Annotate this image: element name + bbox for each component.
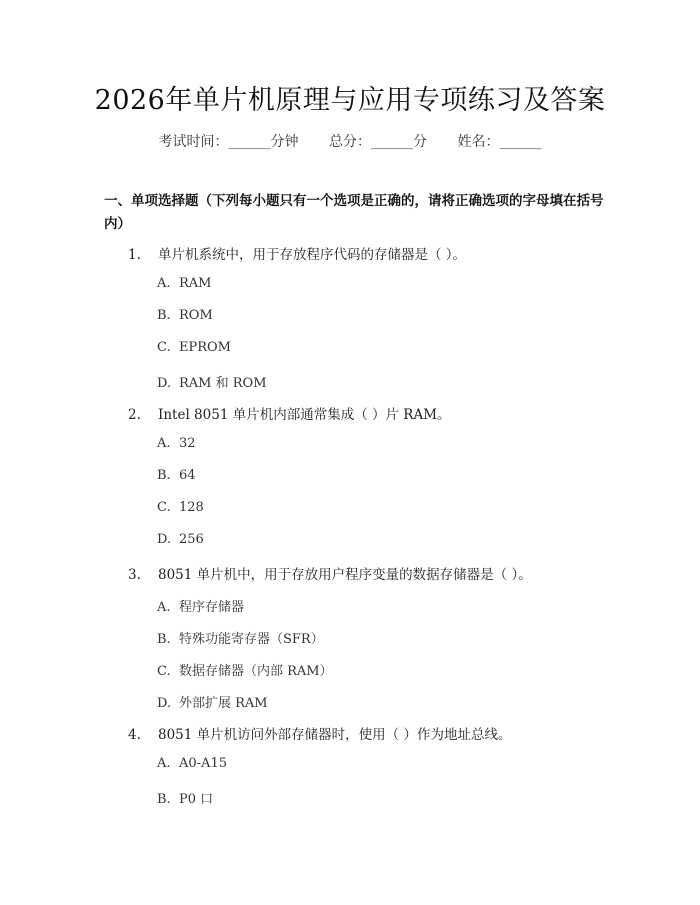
question-2 xyxy=(128,403,451,423)
option-text: 256 xyxy=(179,532,204,547)
question-2-option-d xyxy=(157,532,204,547)
option-label: B. xyxy=(157,792,171,807)
option-label: A. xyxy=(157,756,171,771)
question-3 xyxy=(128,563,532,583)
option-text: A0-A15 xyxy=(179,756,227,771)
exam-score: 总分：______分 xyxy=(329,134,427,150)
option-text: RAM xyxy=(179,276,212,291)
option-text: ROM xyxy=(179,308,213,323)
question-number: 1. xyxy=(128,247,141,263)
exam-name: 姓名：______ xyxy=(457,134,542,150)
question-3-option-c xyxy=(157,660,333,679)
question-4-option-b xyxy=(157,788,213,807)
question-number: 3. xyxy=(128,567,141,583)
option-label: C. xyxy=(157,664,171,679)
exam-time: 考试时间：______分钟 xyxy=(158,134,299,150)
exam-meta xyxy=(0,131,700,151)
question-2-option-c xyxy=(157,500,204,515)
question-1 xyxy=(128,243,466,263)
question-2-option-b xyxy=(157,468,196,483)
option-text: 外部扩展 RAM xyxy=(179,696,268,711)
option-label: B. xyxy=(157,468,171,483)
question-4 xyxy=(128,723,511,743)
option-text: 128 xyxy=(179,500,204,515)
option-text: 64 xyxy=(179,468,196,483)
question-text: Intel 8051 单片机内部通常集成（ ）片 RAM。 xyxy=(158,407,451,423)
question-3-option-d xyxy=(157,692,268,711)
option-text: 程序存储器 xyxy=(179,600,245,615)
option-label: D. xyxy=(157,376,172,391)
option-text: 特殊功能寄存器（SFR） xyxy=(179,632,324,647)
option-label: B. xyxy=(157,308,171,323)
option-label: D. xyxy=(157,696,172,711)
question-number: 2. xyxy=(128,407,141,423)
question-4-option-a xyxy=(157,756,227,771)
option-text: 32 xyxy=(179,436,196,451)
question-1-option-b xyxy=(157,308,213,323)
option-label: C. xyxy=(157,340,171,355)
option-label: A. xyxy=(157,600,171,615)
question-3-option-a xyxy=(157,596,244,615)
question-1-option-c xyxy=(157,340,231,355)
question-3-option-b xyxy=(157,628,324,647)
document-title: 2026年单片机原理与应用专项练习及答案 xyxy=(94,85,606,116)
option-text: EPROM xyxy=(179,340,231,355)
option-label: D. xyxy=(157,532,172,547)
option-label: B. xyxy=(157,632,171,647)
option-text: RAM 和 ROM xyxy=(179,376,267,391)
question-1-option-d xyxy=(157,372,267,391)
question-text: 8051 单片机访问外部存储器时，使用（ ）作为地址总线。 xyxy=(158,727,512,743)
question-1-option-a xyxy=(157,276,212,291)
section-heading: 一、单项选择题（下列每小题只有一个选项是正确的，请将正确选项的字母填在括号内） xyxy=(104,193,604,232)
option-label: C. xyxy=(157,500,171,515)
question-text: 8051 单片机中，用于存放用户程序变量的数据存储器是（ ）。 xyxy=(158,567,532,583)
question-2-option-a xyxy=(157,436,196,451)
option-label: A. xyxy=(157,436,171,451)
question-text: 单片机系统中，用于存放程序代码的存储器是（ ）。 xyxy=(158,247,467,263)
option-text: 数据存储器（内部 RAM） xyxy=(179,664,333,679)
question-number: 4. xyxy=(128,727,141,743)
option-label: A. xyxy=(157,276,171,291)
option-text: P0 口 xyxy=(179,792,214,807)
